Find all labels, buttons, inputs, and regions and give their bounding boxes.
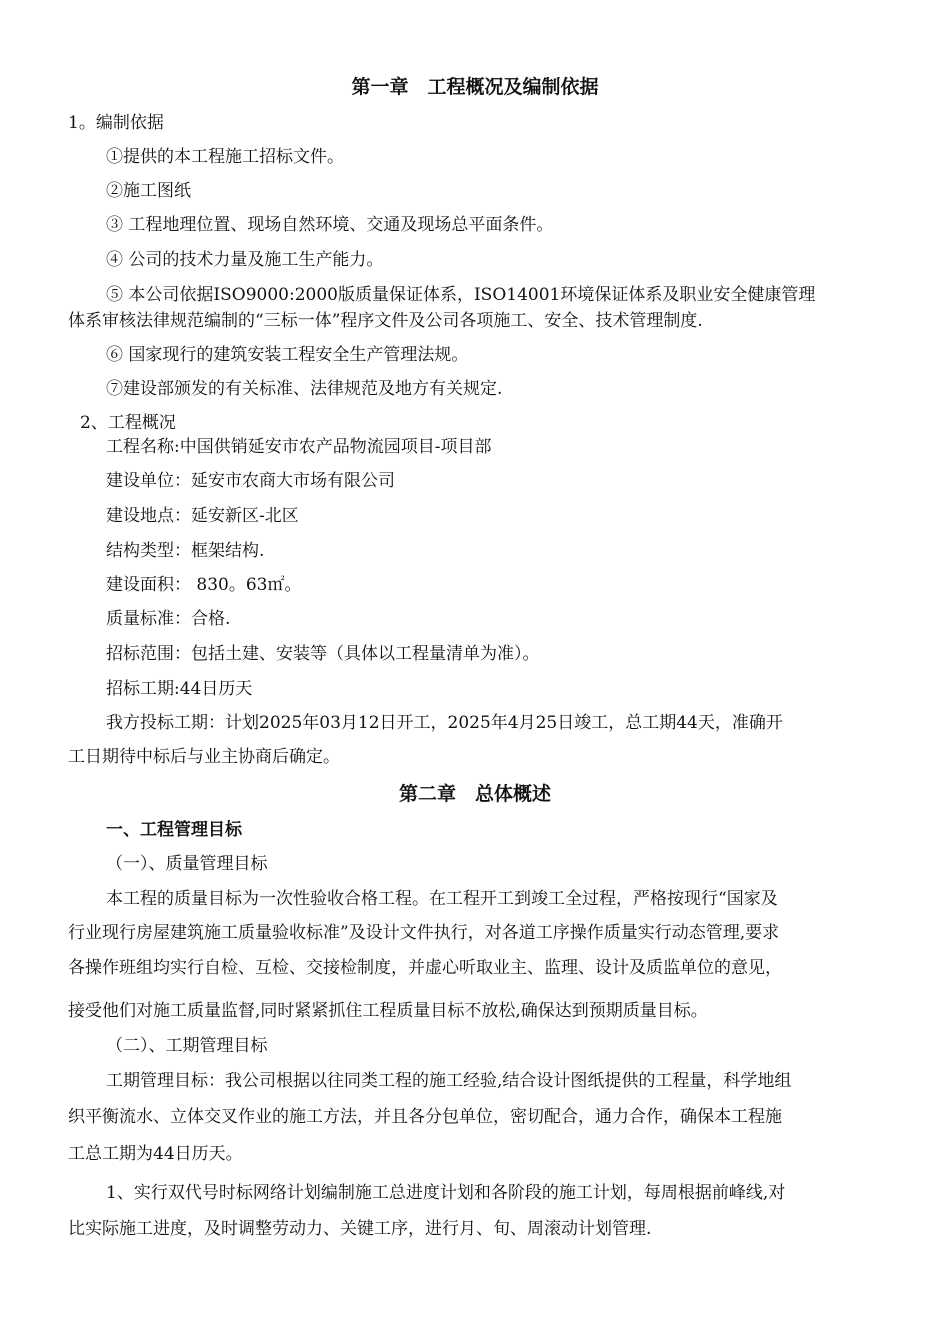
- section-heading-management-goals: 一、工程管理目标: [106, 820, 242, 840]
- section-heading-overview: 2、工程概况: [80, 413, 176, 433]
- subsection-heading-quality: （一）、质量管理目标: [106, 854, 268, 874]
- chapter-2-title: 第二章 总体概述: [398, 783, 551, 805]
- overview-item: 建设面积： 830。63㎡。: [106, 575, 302, 595]
- overview-item: 我方投标工期：计划2025年03月12日开工，2025年4月25日竣工，总工期44天，准确开: [106, 713, 783, 733]
- overview-item: 质量标准：合格.: [106, 609, 231, 629]
- basis-item: ④ 公司的技术力量及施工生产能力。: [106, 250, 384, 270]
- chapter-1-title: 第一章 工程概况及编制依据: [351, 76, 599, 98]
- basis-item: ②施工图纸: [106, 181, 191, 201]
- schedule-paragraph-line: 工总工期为44日历天。: [68, 1144, 243, 1164]
- overview-item: 招标工期:44日历天: [106, 679, 253, 699]
- overview-item: 建设地点：延安新区-北区: [106, 506, 299, 526]
- section-heading-basis: 1。编制依据: [68, 113, 164, 133]
- basis-item: ①提供的本工程施工招标文件。: [106, 147, 344, 167]
- schedule-paragraph-line: 工期管理目标：我公司根据以往同类工程的施工经验,结合设计图纸提供的工程量，科学地组: [106, 1071, 792, 1091]
- basis-item: ⑦建设部颁发的有关标准、法律规范及地方有关规定.: [106, 379, 503, 399]
- schedule-paragraph-line: 1、实行双代号时标网络计划编制施工总进度计划和各阶段的施工计划，每周根据前峰线,对: [106, 1183, 786, 1203]
- overview-item: 建设单位：延安市农商大市场有限公司: [106, 471, 395, 491]
- overview-item-continued: 工日期待中标后与业主协商后确定。: [68, 747, 340, 767]
- subsection-heading-schedule: （二）、工期管理目标: [106, 1036, 268, 1056]
- quality-paragraph-line: 本工程的质量目标为一次性验收合格工程。在工程开工到竣工全过程，严格按现行“国家及: [106, 889, 778, 909]
- quality-paragraph-line: 各操作班组均实行自检、互检、交接检制度，并虚心听取业主、监理、设计及质监单位的意见，: [68, 958, 782, 978]
- quality-paragraph-line: 行业现行房屋建筑施工质量验收标准”及设计文件执行，对各道工序操作质量实行动态管理,要求: [68, 923, 780, 943]
- basis-item: ③ 工程地理位置、现场自然环境、交通及现场总平面条件。: [106, 215, 554, 235]
- overview-item: 工程名称:中国供销延安市农产品物流园项目-项目部: [106, 437, 492, 457]
- basis-item: ⑥ 国家现行的建筑安装工程安全生产管理法规。: [106, 345, 469, 365]
- basis-item: ⑤ 本公司依据ISO9000:2000版质量保证体系，ISO14001环境保证体系及职业安全健康管理: [106, 285, 816, 305]
- overview-item: 招标范围：包括土建、安装等（具体以工程量清单为准）。: [106, 644, 540, 664]
- overview-item: 结构类型：框架结构.: [106, 541, 265, 561]
- quality-paragraph-line: 接受他们对施工质量监督,同时紧紧抓住工程质量目标不放松,确保达到预期质量目标。: [68, 1001, 708, 1021]
- schedule-paragraph-line: 织平衡流水、立体交叉作业的施工方法，并且各分包单位，密切配合，通力合作，确保本工程施: [68, 1107, 782, 1127]
- schedule-paragraph-line: 比实际施工进度，及时调整劳动力、关键工序，进行月、旬、周滚动计划管理.: [68, 1219, 652, 1239]
- basis-item-continued: 体系审核法律规范编制的“三标一体”程序文件及公司各项施工、安全、技术管理制度.: [68, 311, 703, 331]
